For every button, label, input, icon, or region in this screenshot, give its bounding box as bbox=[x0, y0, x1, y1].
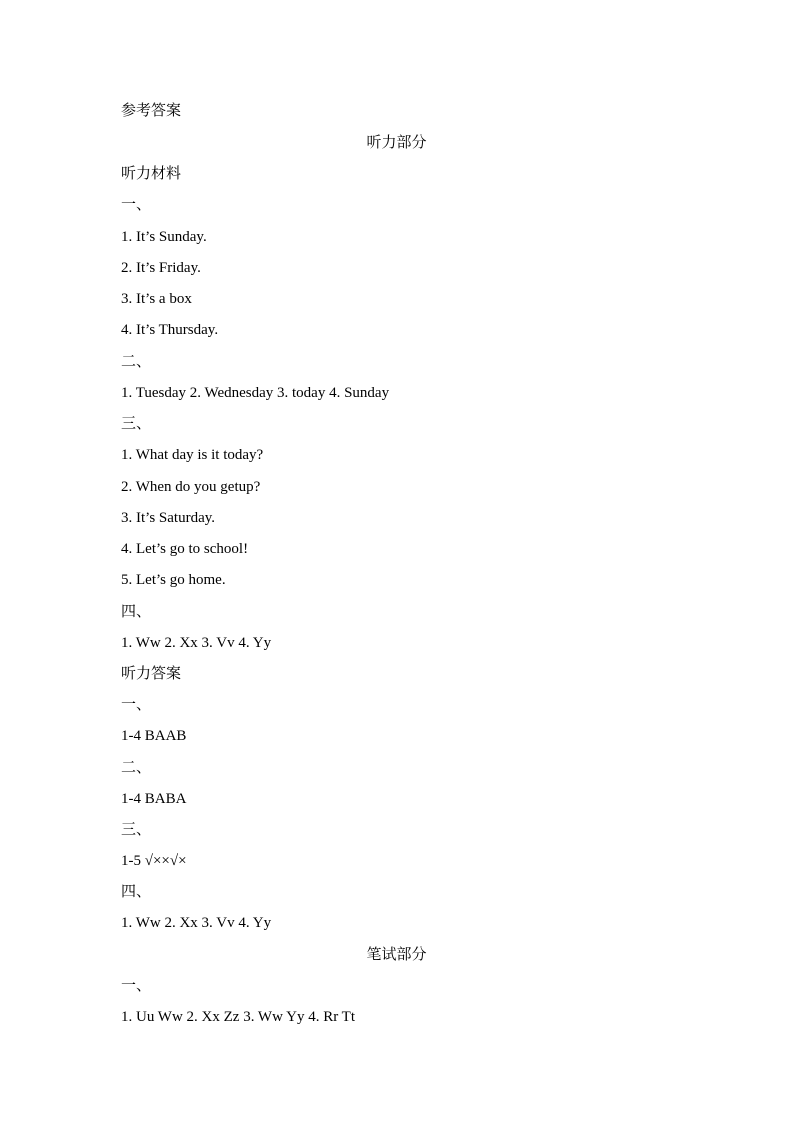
material-part1-label: 一、 bbox=[121, 197, 152, 213]
document-title: 参考答案 bbox=[121, 103, 182, 119]
material-part1-item-1: 1. It’s Sunday. bbox=[121, 229, 207, 245]
material-part4-item-1: 1. Ww 2. Xx 3. Vv 4. Yy bbox=[121, 635, 272, 651]
section-heading-listening bbox=[0, 133, 793, 153]
material-part4-label: 四、 bbox=[121, 604, 152, 620]
section-heading-listening-text: 听力部分 bbox=[366, 135, 427, 151]
answers-part2-answer: 1-4 BABA bbox=[121, 791, 187, 807]
material-part3-item-4: 4. Let’s go to school! bbox=[121, 541, 249, 557]
material-part3-item-1: 1. What day is it today? bbox=[121, 447, 264, 463]
material-part3-item-3: 3. It’s Saturday. bbox=[121, 510, 216, 526]
material-part2-item-1: 1. Tuesday 2. Wednesday 3. today 4. Sunday bbox=[121, 385, 390, 401]
material-part1-item-4: 4. It’s Thursday. bbox=[121, 322, 219, 338]
answers-part4-label: 四、 bbox=[121, 884, 152, 900]
answers-part3-answer: 1-5 √××√× bbox=[121, 853, 187, 869]
section-heading-written bbox=[0, 945, 793, 965]
section-heading-written-text: 笔试部分 bbox=[366, 947, 427, 963]
listening-material-heading: 听力材料 bbox=[121, 166, 182, 182]
material-part1-item-3: 3. It’s a box bbox=[121, 291, 192, 307]
material-part3-item-5: 5. Let’s go home. bbox=[121, 572, 226, 588]
listening-answers-heading: 听力答案 bbox=[121, 666, 182, 682]
material-part1-item-2: 2. It’s Friday. bbox=[121, 260, 201, 276]
answers-part1-label: 一、 bbox=[121, 697, 152, 713]
material-part2-label: 二、 bbox=[121, 354, 152, 370]
material-part3-label: 三、 bbox=[121, 416, 152, 432]
answers-part4-answer: 1. Ww 2. Xx 3. Vv 4. Yy bbox=[121, 915, 272, 931]
answers-part3-label: 三、 bbox=[121, 822, 152, 838]
written-part1-label: 一、 bbox=[121, 978, 152, 994]
answers-part1-answer: 1-4 BAAB bbox=[121, 728, 187, 744]
material-part3-item-2: 2. When do you getup? bbox=[121, 479, 261, 495]
answers-part2-label: 二、 bbox=[121, 760, 152, 776]
written-part1-answer: 1. Uu Ww 2. Xx Zz 3. Ww Yy 4. Rr Tt bbox=[121, 1009, 356, 1025]
